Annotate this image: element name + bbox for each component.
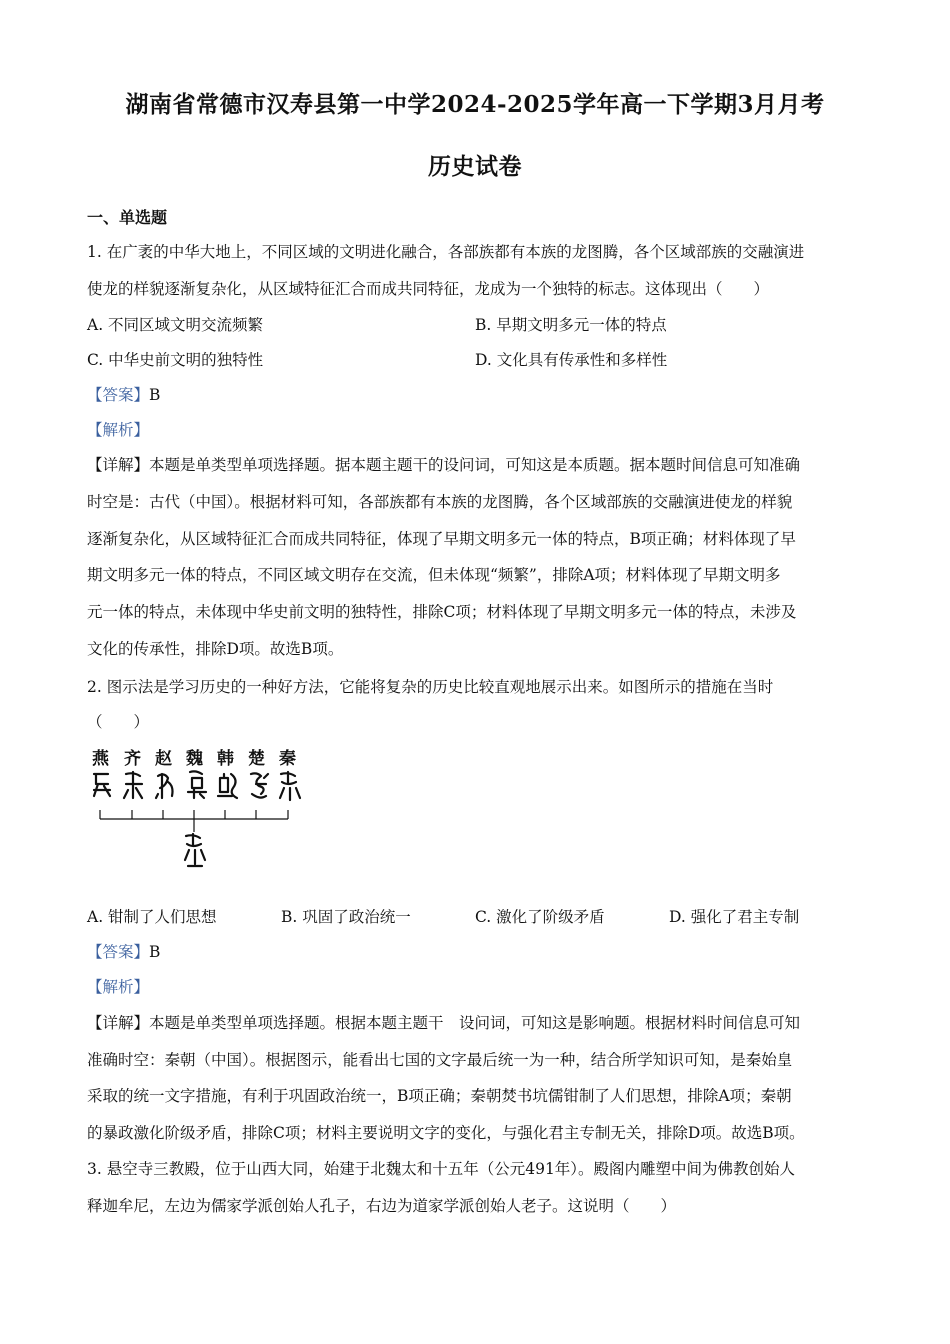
state-label-yan: 燕 xyxy=(92,749,109,769)
page-title: 湖南省常德市汉寿县第一中学2024-2025学年高一下学期3月月考 xyxy=(125,91,825,118)
q1-analysis-tag: 【解析】 xyxy=(87,421,150,439)
q1-answer-value: B xyxy=(149,386,161,404)
q1-stem-line1: 1. 在广袤的中华大地上，不同区域的文明进化融合，各部族都有本族的龙图腾，各个区域部族的交融演进 xyxy=(87,243,805,261)
q2-detail-line1 xyxy=(87,1011,800,1033)
seal-glyph-yan xyxy=(94,774,110,796)
seal-glyph-qin xyxy=(280,772,300,800)
seal-glyph-chu xyxy=(251,773,268,797)
state-label-han: 韩 xyxy=(217,749,234,769)
q2-detail-tag: 【详解】 xyxy=(87,1014,150,1032)
state-label-zhao: 赵 xyxy=(155,749,172,769)
q2-analysis-tag: 【解析】 xyxy=(87,978,150,996)
section-heading: 一、单选题 xyxy=(87,208,168,227)
q2-detail-text: 本题是单类型单项选择题。根据本题主题干 设问词，可知这是影响题。根据材料时间信息可知 xyxy=(149,1014,801,1032)
q2-answer xyxy=(87,940,160,962)
q2-stem-line1: 2. 图示法是学习历史的一种好方法，它能将复杂的历史比较直观地展示出来。如图所示的措施在当时 xyxy=(87,678,774,696)
q2-detail-line2: 准确时空：秦朝（中国）。根据图示，能看出七国的文字最后统一为一种，结合所学知识可知，是秦始皇 xyxy=(87,1051,793,1069)
q1-option-d: D. 文化具有传承性和多样性 xyxy=(475,351,668,369)
q2-option-c: C. 激化了阶级矛盾 xyxy=(475,908,605,926)
q2-answer-value: B xyxy=(149,943,161,961)
q1-answer-tag: 【答案】 xyxy=(87,386,150,404)
q2-option-a: A. 钳制了人们思想 xyxy=(87,908,217,926)
q1-detail-line5: 元一体的特点，未体现中华史前文明的独特性，排除C项；材料体现了早期文明多元一体的特点，未涉及 xyxy=(87,603,797,621)
q2-detail-line3: 采取的统一文字措施，有利于巩固政治统一，B项正确；秦朝焚书坑儒钳制了人们思想，排除A项；秦朝 xyxy=(87,1087,792,1105)
q3-stem-line2: 释迦牟尼，左边为儒家学派创始人孔子，右边为道家学派创始人老子。这说明（ ） xyxy=(87,1197,677,1215)
script-unification-figure xyxy=(88,744,308,874)
q1-detail-text: 本题是单类型单项选择题。据本题主题干的设问词，可知这是本质题。据本题时间信息可知准确 xyxy=(149,456,801,474)
q1-detail-line3: 逐渐复杂化，从区域特征汇合而成共同特征，体现了早期文明多元一体的特点，B项正确；材料体现了早 xyxy=(87,530,796,548)
seal-glyph-han xyxy=(218,774,237,798)
q1-detail-line4: 期文明多元一体的特点，不同区域文明存在交流，但未体现“频繁”，排除A项；材料体现了早期文明多 xyxy=(87,566,781,584)
seal-glyph-wei xyxy=(188,771,206,798)
seal-glyph-unified-qin xyxy=(185,834,205,866)
unification-bracket xyxy=(100,810,288,832)
q2-detail-line4: 的暴政激化阶级矛盾，排除C项；材料主要说明文字的变化，与强化君主专制无关，排除D项。故选B项。 xyxy=(87,1124,805,1142)
q1-stem-line2: 使龙的样貌逐渐复杂化，从区域特征汇合而成共同特征，龙成为一个独特的标志。这体现出（ ） xyxy=(87,280,770,298)
q1-option-c: C. 中华史前文明的独特性 xyxy=(87,351,264,369)
q2-answer-tag: 【答案】 xyxy=(87,943,150,961)
q2-option-d: D. 强化了君主专制 xyxy=(669,908,800,926)
state-label-qin: 秦 xyxy=(279,749,296,769)
q2-stem-line2: （ ） xyxy=(87,713,150,731)
q1-option-b: B. 早期文明多元一体的特点 xyxy=(475,316,667,334)
state-label-chu: 楚 xyxy=(248,749,265,769)
q1-detail-line1 xyxy=(87,453,800,475)
q3-stem-line1: 3. 悬空寺三教殿，位于山西大同，始建于北魏太和十五年（公元491年）。殿阁内雕塑中间为佛教创始人 xyxy=(87,1160,796,1178)
q1-detail-line6: 文化的传承性，排除D项。故选B项。 xyxy=(87,640,344,658)
page-subtitle: 历史试卷 xyxy=(428,153,522,180)
seal-glyph-qi xyxy=(124,772,142,798)
q1-option-a: A. 不同区域文明交流频繁 xyxy=(87,316,264,334)
q2-option-b: B. 巩固了政治统一 xyxy=(281,908,411,926)
state-label-wei: 魏 xyxy=(186,749,203,769)
state-label-qi: 齐 xyxy=(124,749,141,769)
q1-detail-tag: 【详解】 xyxy=(87,456,150,474)
seal-glyph-zhao xyxy=(156,774,173,798)
q1-detail-line2: 时空是：古代（中国）。根据材料可知，各部族都有本族的龙图腾，各个区域部族的交融演进使龙的样貌 xyxy=(87,493,793,511)
q1-answer xyxy=(87,383,160,405)
